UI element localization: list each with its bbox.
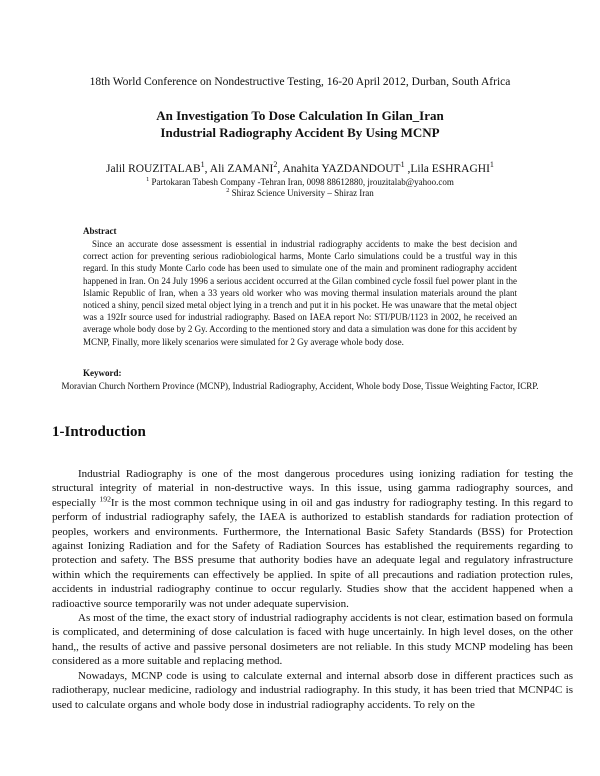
intro-paragraph-3: Nowadays, MCNP code is using to calculate external and internal absorb dose in different practices such as radiotherapy, nuclear medicine, radiology and industrial radiography. In this study, it has been tried that MCNP4C is used to calculate organs and whole body dose in industrial radiography accidents. To rely on the: [52, 669, 573, 711]
keywords-heading: Keyword:: [83, 368, 122, 378]
affiliation-2-sup: 2: [226, 187, 230, 194]
affiliation-2-text: Shiraz Science University – Shiraz Iran: [229, 188, 374, 198]
introduction-body: [52, 467, 573, 712]
intro-p1-end: Ir is the most common technique using in oil and gas industry for radiography testing. In this regard to perform of industrial radiography safely, the IAEA is authorized to establish standards for radiation protection of peoples, workers and environments. Furthermore, the International Basic Safety Standards (BSS) for Protection against Ionizing Radiation and for the Safety of Radiation Sources has established the requirements regarding to protection and safety. The BSS presume that authority bodies have an adequate legal and regulatory infrastructure within which the requirements can effectively be applied. In spite of all precautions and radiation protection rules, accidents in industrial radiography continue to occur regularly. Studies show that the accident happened when a radioactive source temporarily was not under adequate supervision.: [52, 496, 573, 610]
author-1: Jalil ROUZITALAB: [106, 163, 201, 175]
title-line-1: An Investigation To Dose Calculation In Gilan_Iran: [156, 108, 444, 123]
author-4-sup: 1: [489, 160, 494, 170]
affiliation-1-text: Partokaran Tabesh Company -Tehran Iran, 0098 88612880, jrouzitalab@yahoo.com: [149, 177, 454, 187]
author-4: ,Lila ESHRAGHI: [404, 163, 490, 175]
title-line-2: Industrial Radiography Accident By Using MCNP: [160, 125, 440, 140]
intro-paragraph-2: As most of the time, the exact story of industrial radiography accidents is not clear, estimation based on formula is complicated, and determining of dose calculation is faced with huge uncertainly. In high level doses, on the other hand,, the results of active and passive personal dosimeters are not reliable. In this study MCNP modeling has been considered as a more suitable and replacing method.: [52, 612, 573, 668]
author-2: , Ali ZAMANI: [204, 163, 274, 175]
author-3: , Anahita YAZDANDOUT: [277, 163, 401, 175]
author-1-sup: 1: [200, 160, 205, 170]
keywords-text: Moravian Church Northern Province (MCNP), Industrial Radiography, Accident, Whole body Dose, Tissue Weighting Factor, ICRP.: [61, 381, 539, 391]
author-3-sup: 1: [400, 160, 405, 170]
author-2-sup: 2: [273, 160, 278, 170]
paper-title: [0, 107, 600, 141]
affiliation-2: [0, 188, 600, 198]
intro-p1-start: Industrial Radiography is one of the most dangerous procedures using ionizing radiation for testing the structural integrity of material in non-destructive ways. In this issue, using gamma radiography sources, and especially: [52, 468, 573, 509]
intro-paragraph-1: [52, 467, 573, 611]
affiliation-1-sup: 1: [146, 176, 150, 183]
section-heading: 1-Introduction: [52, 424, 146, 440]
abstract-heading: Abstract: [83, 226, 117, 236]
affiliation-1: [0, 177, 600, 187]
abstract-text: Since an accurate dose assessment is essential in industrial radiography accidents to make the best decision and correct action for preventing serious radiobiological harms, Monte Carlo simulations could be a trustful way in this regard. In this study Monte Carlo code has been used to simulate one of the main and prominent radiography accident happened in Iran. On 24 July 1996 a serious accident occurred at the Gilan combined cycle fossil fuel power plant in the Islamic Republic of Iran, when a 33 years old worker who was moving thermal insulation materials around the plant noticed a shiny, pencil sized metal object lying in a trench and put it in his pocket. He was unaware that the metal object was a 192Ir source used for industrial radiography. Based on IAEA report No: STI/PUB/1123 in 2002, he received an average whole body dose by 2 Gy. According to the mentioned story and data a simulation was done for this accident by MCNP, Finally, more likely scenarios were simulated for 2 Gy average whole body dose.: [83, 239, 517, 347]
conference-header: 18th World Conference on Nondestructive Testing, 16-20 April 2012, Durban, South Africa: [89, 76, 511, 88]
author-list: [0, 160, 600, 175]
isotope-sup: 192: [99, 494, 111, 504]
